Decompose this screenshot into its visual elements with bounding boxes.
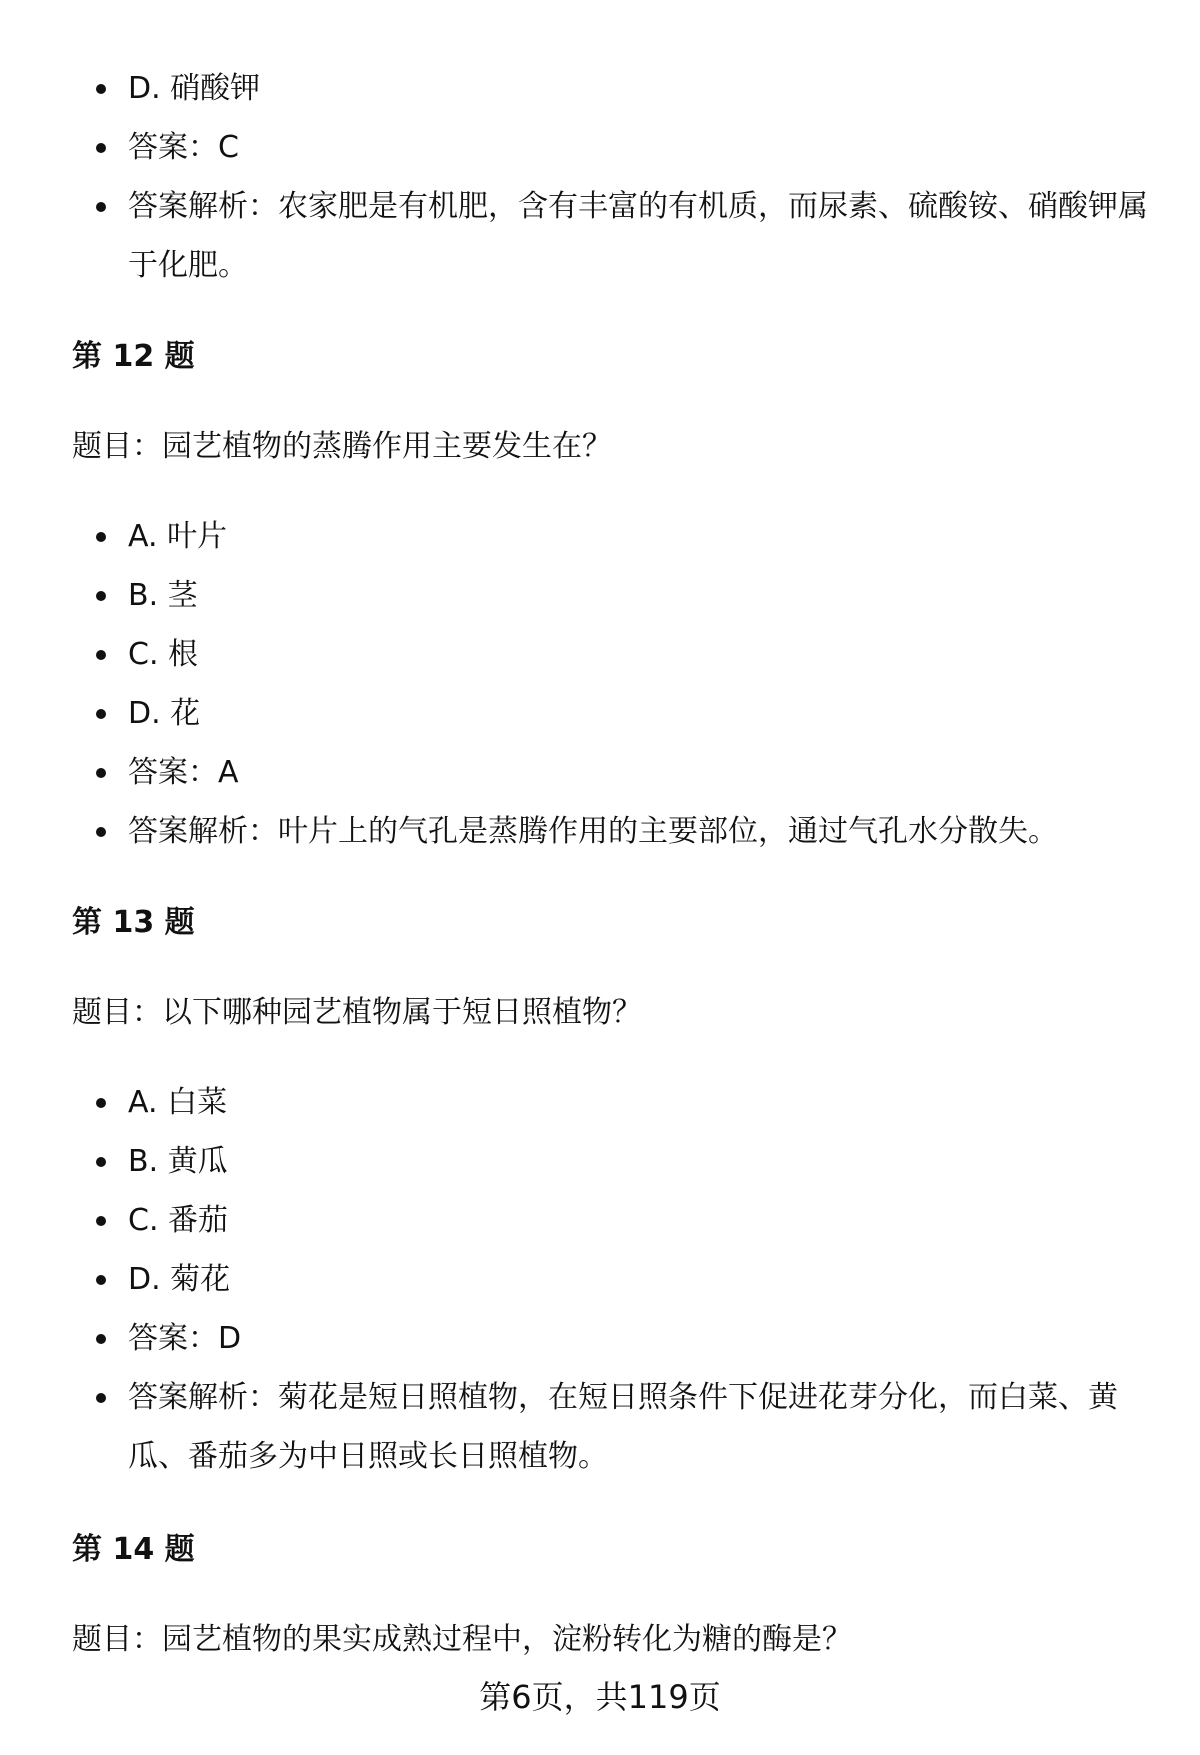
answer-item: 答案：D: [0, 1309, 1148, 1368]
question-title-12: 第 12 题: [72, 339, 195, 374]
question-13-options: [0, 1073, 1148, 1486]
explanation-item: 答案解析：叶片上的气孔是蒸腾作用的主要部位，通过气孔水分散失。: [0, 802, 1148, 861]
option-item: B. 黄瓜: [0, 1132, 1148, 1191]
option-item: B. 茎: [0, 566, 1148, 625]
question-title-14: 第 14 题: [72, 1532, 195, 1567]
option-item: A. 白菜: [0, 1073, 1148, 1132]
list-item: 答案：C: [0, 118, 1148, 177]
option-item: A. 叶片: [0, 507, 1148, 566]
explanation-item: 答案解析：菊花是短日照植物，在短日照条件下促进花芽分化，而白菜、黄瓜、番茄多为中日照或长日照植物。: [0, 1368, 1148, 1486]
list-item: 答案解析：农家肥是有机肥，含有丰富的有机质，而尿素、硫酸铵、硝酸钾属于化肥。: [0, 177, 1148, 295]
answer-item: 答案：A: [0, 743, 1148, 802]
question-text-12: 题目：园艺植物的蒸腾作用主要发生在？: [72, 429, 612, 464]
question-12-options: [0, 507, 1148, 861]
question-text-14: 题目：园艺植物的果实成熟过程中，淀粉转化为糖的酶是？: [72, 1622, 852, 1657]
list-item: D. 硝酸钾: [0, 59, 1148, 118]
question-text-13: 题目：以下哪种园艺植物属于短日照植物？: [72, 995, 642, 1030]
option-item: C. 根: [0, 625, 1148, 684]
question-title-13: 第 13 题: [72, 905, 195, 940]
option-item: D. 菊花: [0, 1250, 1148, 1309]
option-item: D. 花: [0, 684, 1148, 743]
prev-question-list: [0, 59, 1148, 295]
option-item: C. 番茄: [0, 1191, 1148, 1250]
page-number: 第6页，共119页: [479, 1678, 721, 1716]
